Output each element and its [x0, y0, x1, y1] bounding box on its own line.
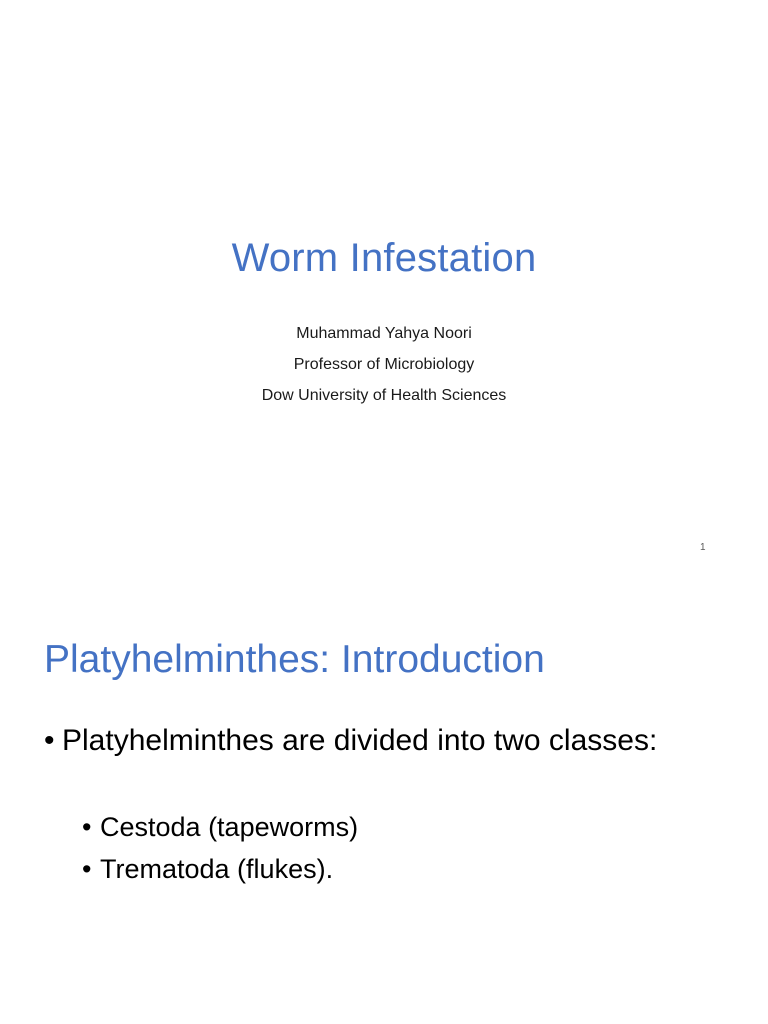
sub-bullet-item	[82, 850, 682, 888]
sub-bullet-text: Trematoda (flukes).	[100, 854, 334, 884]
bullet-text: Platyhelminthes are divided into two classes:	[62, 724, 658, 757]
author-name: Muhammad Yahya Noori	[296, 325, 472, 342]
subtitle-block	[0, 318, 768, 411]
bullet-item	[44, 720, 684, 762]
bullet-icon: •	[44, 724, 55, 757]
sub-bullet-item	[82, 808, 682, 846]
bullet-icon: •	[82, 854, 92, 884]
content-slide	[0, 576, 768, 1024]
sub-bullet-text: Cestoda (tapeworms)	[100, 812, 359, 842]
page-number: 1	[700, 542, 706, 553]
author-position: Professor of Microbiology	[293, 356, 475, 373]
author-institution: Dow University of Health Sciences	[261, 387, 507, 404]
bullet-icon: •	[82, 812, 92, 842]
slide-heading: Platyhelminthes: Introduction	[44, 638, 545, 681]
slide-title: Worm Infestation	[231, 236, 537, 280]
